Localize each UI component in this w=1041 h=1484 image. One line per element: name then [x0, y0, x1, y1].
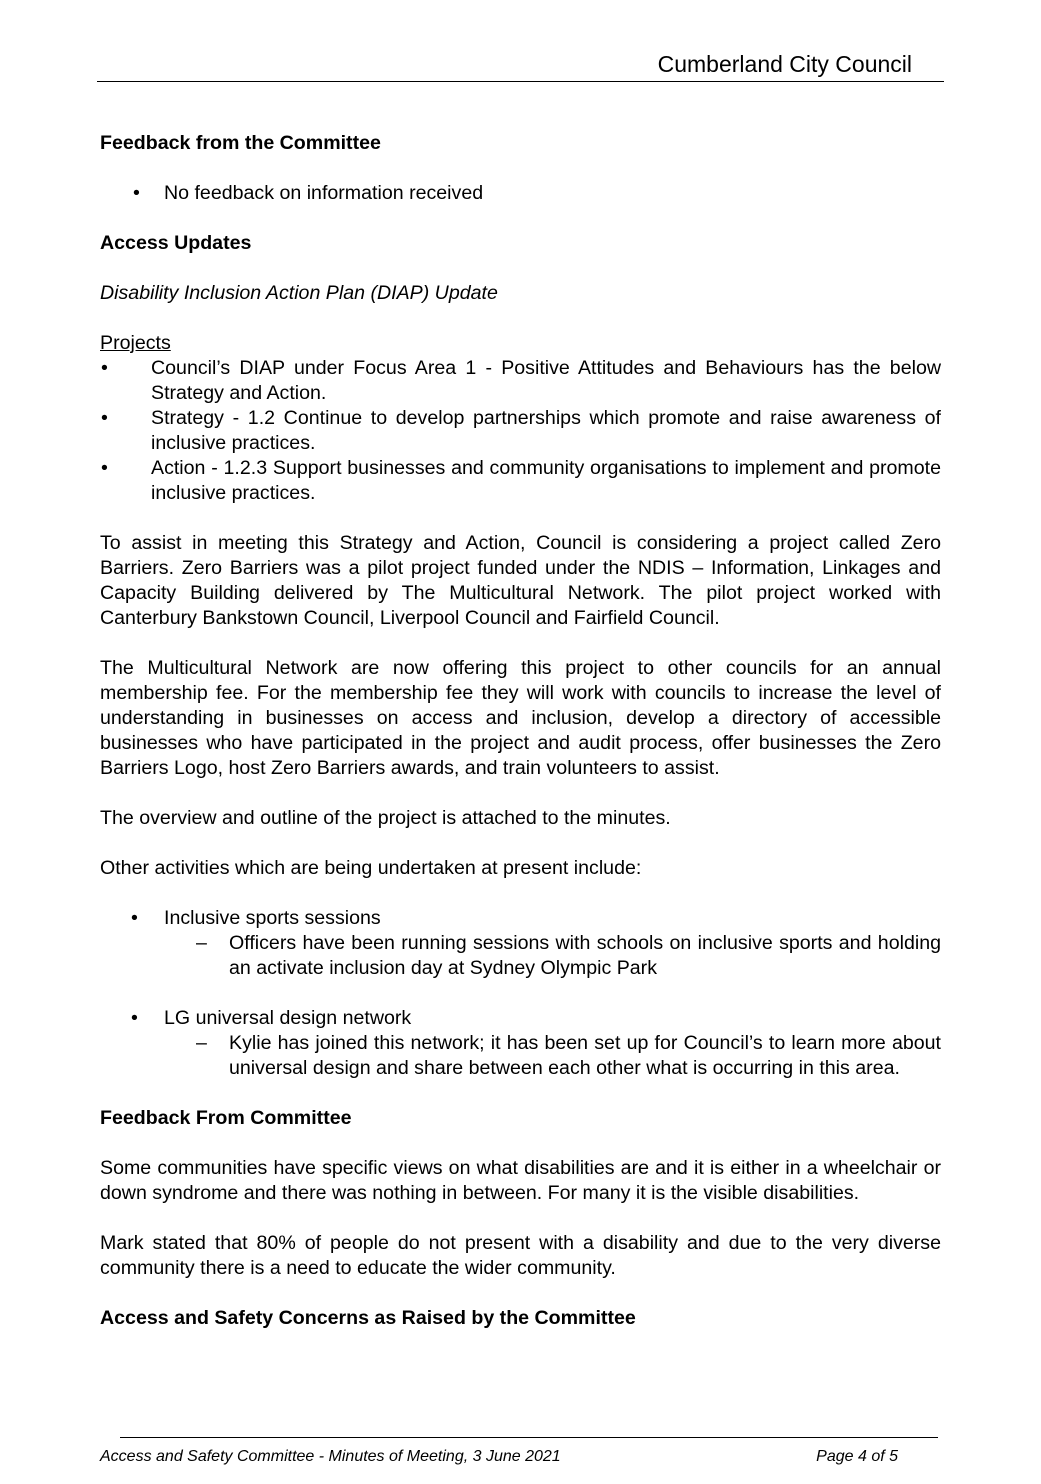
- dash-icon: –: [196, 1032, 207, 1054]
- list-item: [100, 406, 941, 456]
- activity-detail: Kylie has joined this network; it has been set up for Council’s to learn more about universal design and share between each other what is occurring in this area.: [229, 1032, 941, 1079]
- list-item: [100, 456, 941, 506]
- activity-title: Inclusive sports sessions: [164, 907, 381, 929]
- page-header: [97, 48, 944, 82]
- list-item: [100, 356, 941, 406]
- dash-icon: –: [196, 932, 207, 954]
- bullet-icon: •: [101, 407, 108, 429]
- bullet-icon: •: [131, 1007, 138, 1029]
- paragraph-mark: Mark stated that 80% of people do not present with a disability and due to the very diverse community there is a need to educate the wider community.: [100, 1232, 941, 1279]
- paragraph-zero-barriers: To assist in meeting this Strategy and Action, Council is considering a project called Zero Barriers. Zero Barriers was a pilot project funded under the NDIS – Information, Linkages and Capacity Building delivered by The Multicultural Network. The pilot project worked with Canterbury Bankstown Council, Liverpool Council and Fairfield Council.: [100, 532, 941, 629]
- list-item-text: Strategy - 1.2 Continue to develop partnerships which promote and raise awareness of inclusive practices.: [151, 407, 941, 454]
- concerns-heading: Access and Safety Concerns as Raised by the Committee: [100, 1307, 636, 1329]
- header-title: Cumberland City Council: [657, 51, 912, 77]
- paragraph-other-activities: Other activities which are being undertaken at present include:: [100, 857, 642, 879]
- activity-item: [100, 1006, 941, 1081]
- projects-label: Projects: [100, 332, 171, 354]
- bullet-icon: •: [133, 182, 140, 204]
- feedback-from-committee-heading: Feedback From Committee: [100, 1107, 352, 1129]
- activity-title-row: [100, 906, 941, 931]
- feedback-list: [100, 181, 941, 206]
- access-updates-heading: Access Updates: [100, 232, 252, 254]
- list-item-text: No feedback on information received: [164, 182, 484, 204]
- projects-list: [100, 356, 941, 506]
- paragraph-overview: The overview and outline of the project is attached to the minutes.: [100, 807, 671, 829]
- list-item-text: Action - 1.2.3 Support businesses and community organisations to implement and promote inclusive practices.: [151, 457, 941, 504]
- feedback-heading: Feedback from the Committee: [100, 132, 381, 154]
- activity-detail-row: [100, 1031, 941, 1081]
- activity-item: [100, 906, 941, 981]
- diap-subheading: Disability Inclusion Action Plan (DIAP) Update: [100, 282, 498, 304]
- footer-meeting-title: Access and Safety Committee - Minutes of Meeting, 3 June 2021: [100, 1448, 561, 1465]
- bullet-icon: •: [101, 457, 108, 479]
- paragraph-communities: Some communities have specific views on what disabilities are and it is either in a wheelchair or down syndrome and there was nothing in between. For many it is the visible disabilities.: [100, 1157, 941, 1204]
- footer-divider: [120, 1437, 938, 1438]
- activity-detail-row: [100, 931, 941, 981]
- paragraph-membership: The Multicultural Network are now offering this project to other councils for an annual membership fee. For the membership fee they will work with councils to increase the level of understanding in businesses on access and inclusion, develop a directory of accessible businesses who have participated in the project and audit process, offer businesses the Zero Barriers Logo, host Zero Barriers awards, and train volunteers to assist.: [100, 657, 941, 779]
- page-number: Page 4 of 5: [816, 1448, 898, 1465]
- activity-detail: Officers have been running sessions with schools on inclusive sports and holding an activate inclusion day at Sydney Olympic Park: [229, 932, 941, 979]
- activity-title: LG universal design network: [164, 1007, 412, 1029]
- bullet-icon: •: [101, 357, 108, 379]
- activity-title-row: [100, 1006, 941, 1031]
- bullet-icon: •: [131, 907, 138, 929]
- document-body: [100, 131, 941, 1356]
- list-item: [100, 181, 941, 206]
- list-item-text: Council’s DIAP under Focus Area 1 - Positive Attitudes and Behaviours has the below Strategy and Action.: [151, 357, 941, 404]
